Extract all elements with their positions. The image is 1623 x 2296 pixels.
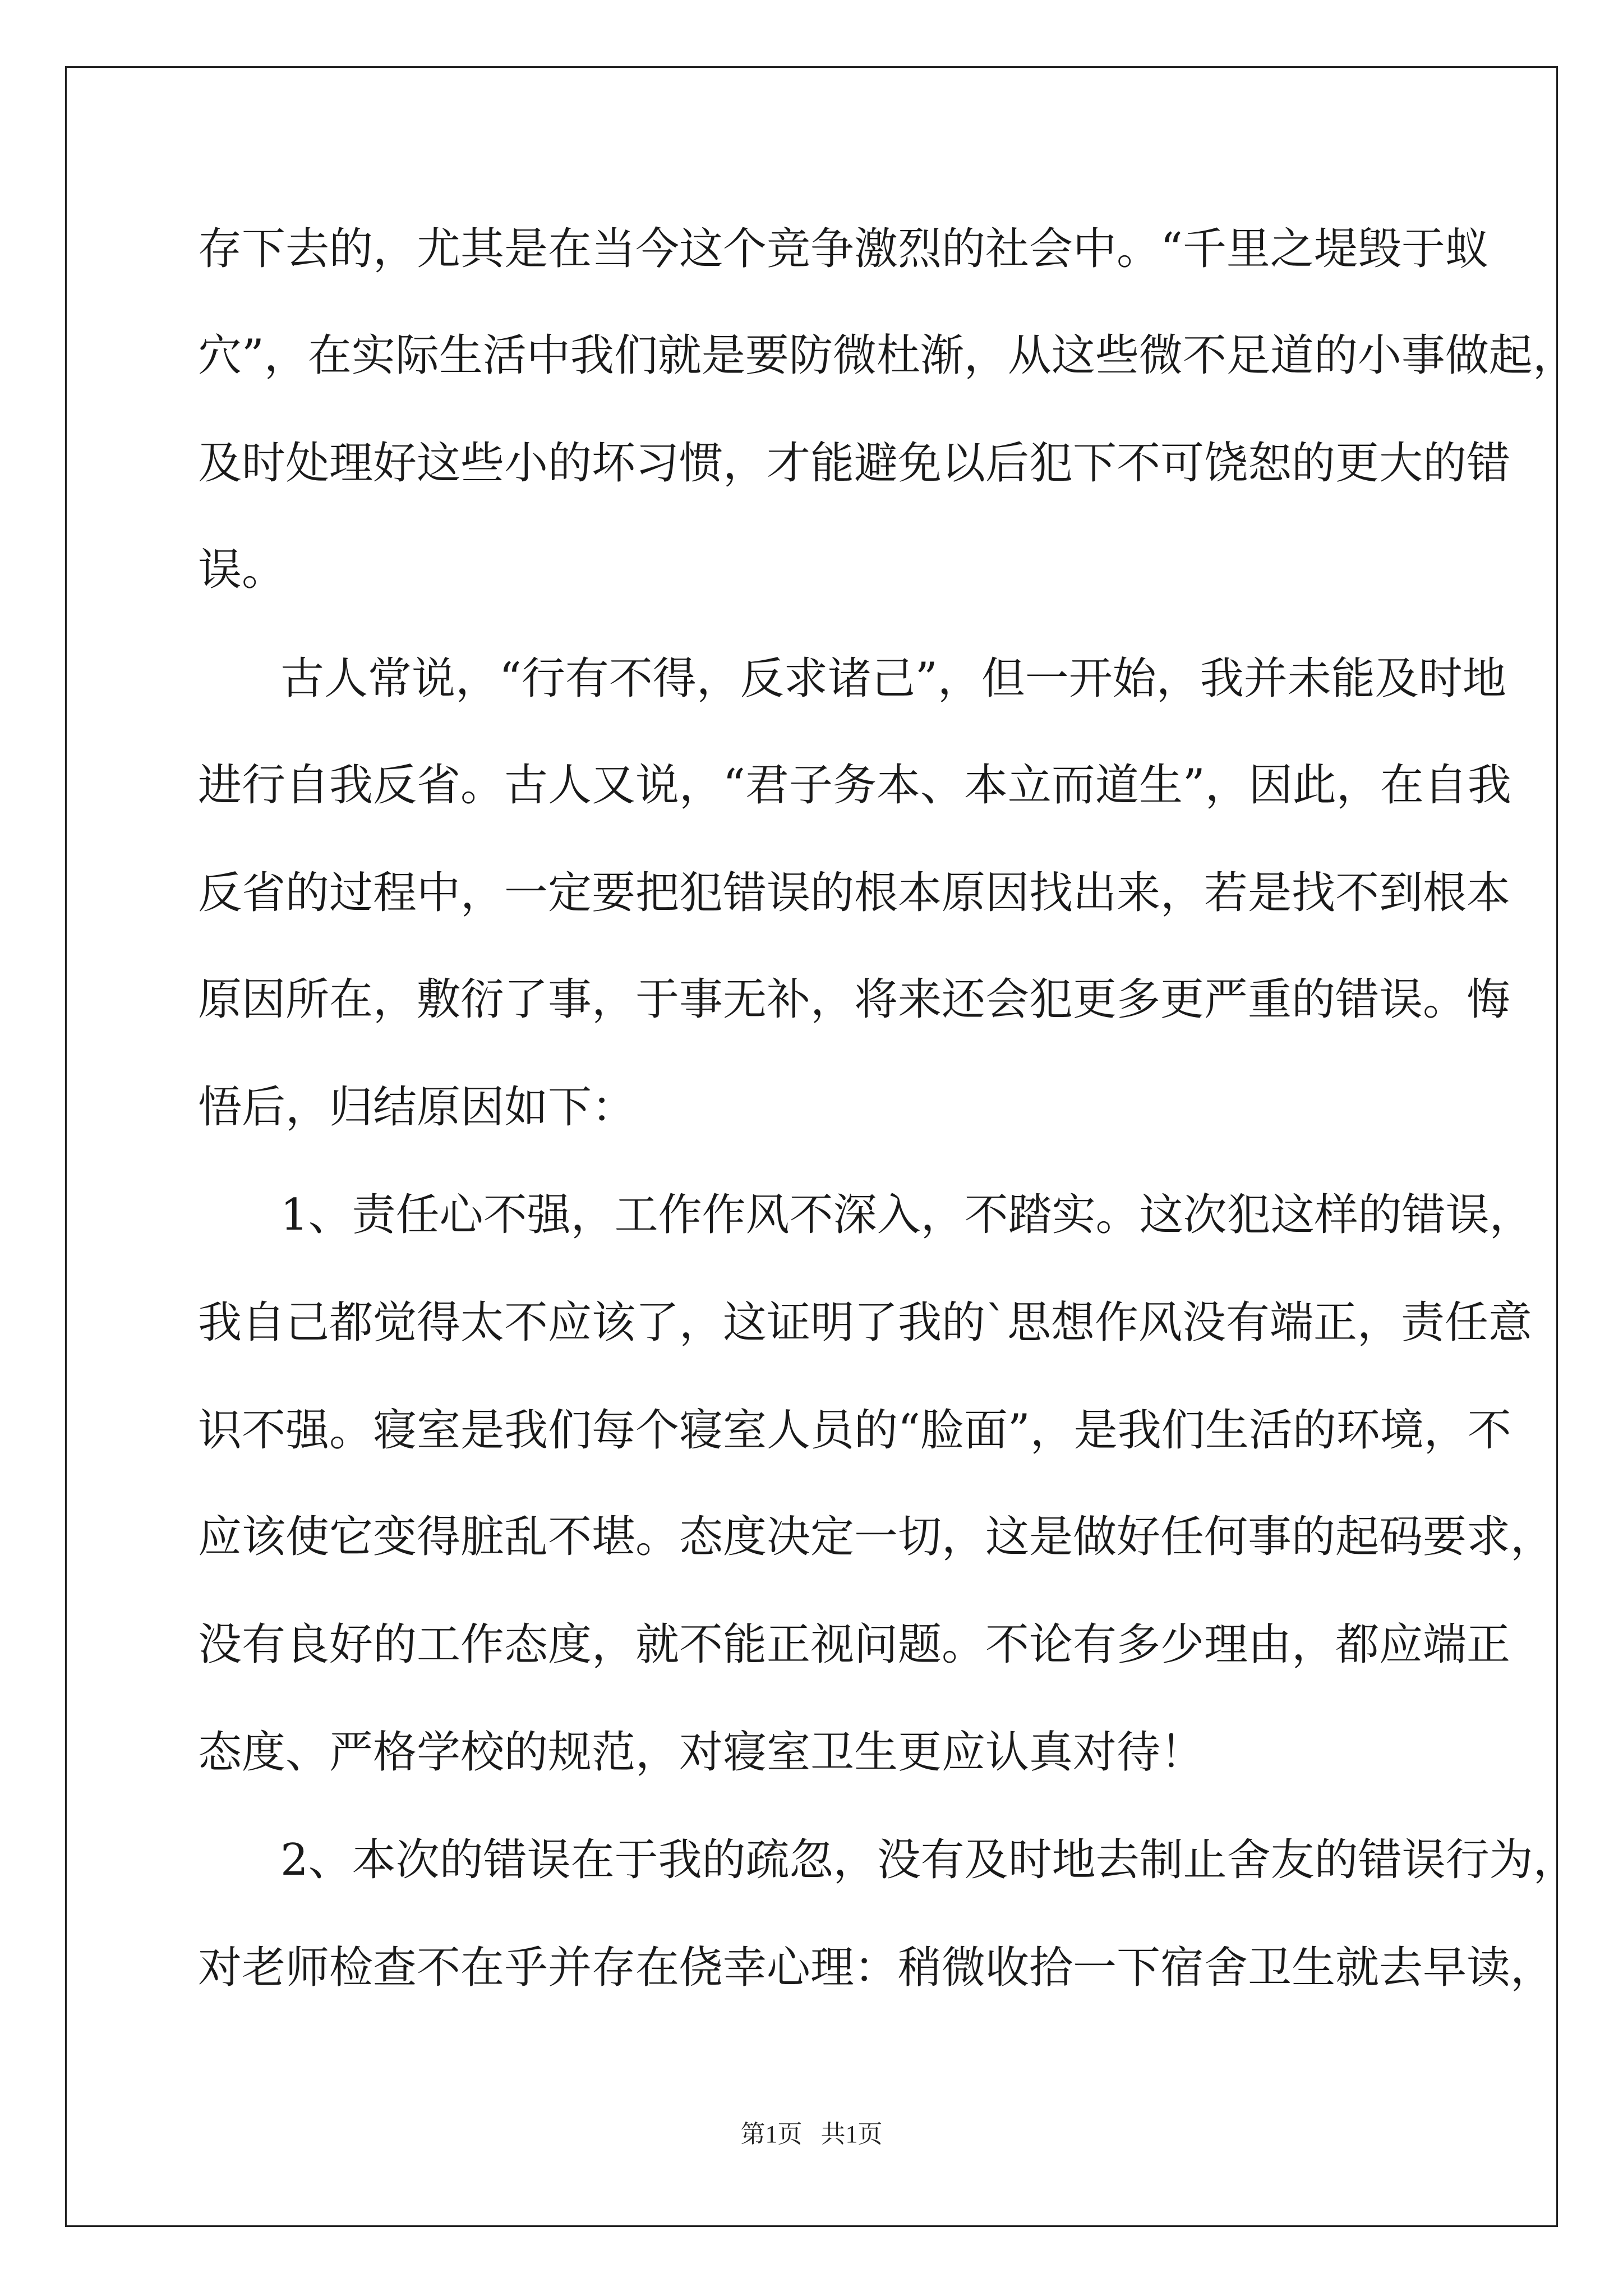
body-text-line: 应该使它变得脏乱不堪。态度决定一切，这是做好任何事的起码要求，	[198, 1512, 1555, 1562]
body-text-line: 对老师检查不在乎并存在侥幸心理：稍微收拾一下宿舍卫生就去早读，	[198, 1943, 1555, 1993]
body-text-line: 原因所在，敷衍了事，于事无补，将来还会犯更多更严重的错误。悔	[198, 974, 1511, 1025]
page-number-footer: 第1页 共1页	[740, 2120, 883, 2148]
body-text-line: 及时处理好这些小的坏习惯，才能避免以后犯下不可饶恕的更大的错	[198, 438, 1511, 489]
paragraph-first-line: 1、责任心不强，工作作风不深入，不踏实。这次犯这样的错误，	[280, 1190, 1533, 1240]
body-text-line: 没有良好的工作态度，就不能正视问题。不论有多少理由，都应端正	[198, 1619, 1511, 1670]
body-text-line: 存下去的，尤其是在当今这个竞争激烈的社会中。“千里之堤毁于蚁	[198, 224, 1489, 274]
page-border	[65, 66, 1577, 2227]
body-text-line: 识不强。寝室是我们每个寝室人员的“脸面”，是我们生活的环境，不	[198, 1405, 1511, 1456]
paragraph-first-line: 2、本次的错误在于我的疏忽，没有及时地去制止舍友的错误行为，	[280, 1835, 1577, 1885]
body-text-line: 反省的过程中，一定要把犯错误的根本原因找出来，若是找不到根本	[198, 868, 1511, 918]
body-text-line: 悟后，归结原因如下：	[198, 1082, 636, 1133]
body-text-line: 进行自我反省。古人又说，“君子务本、本立而道生”，因此，在自我	[198, 760, 1511, 811]
body-text-line: 穴”，在实际生活中我们就是要防微杜渐，从这些微不足道的小事做起，	[198, 330, 1576, 381]
body-text-line: 我自己都觉得太不应该了，这证明了我的`思想作风没有端正，责任意	[198, 1297, 1533, 1348]
paragraph-first-line: 古人常说，“行有不得，反求诸己”，但一开始，我并未能及时地	[280, 654, 1506, 704]
body-text-line: 态度、严格学校的规范，对寝室卫生更应认真对待！	[198, 1727, 1205, 1778]
body-text-line: 误。	[198, 545, 286, 595]
